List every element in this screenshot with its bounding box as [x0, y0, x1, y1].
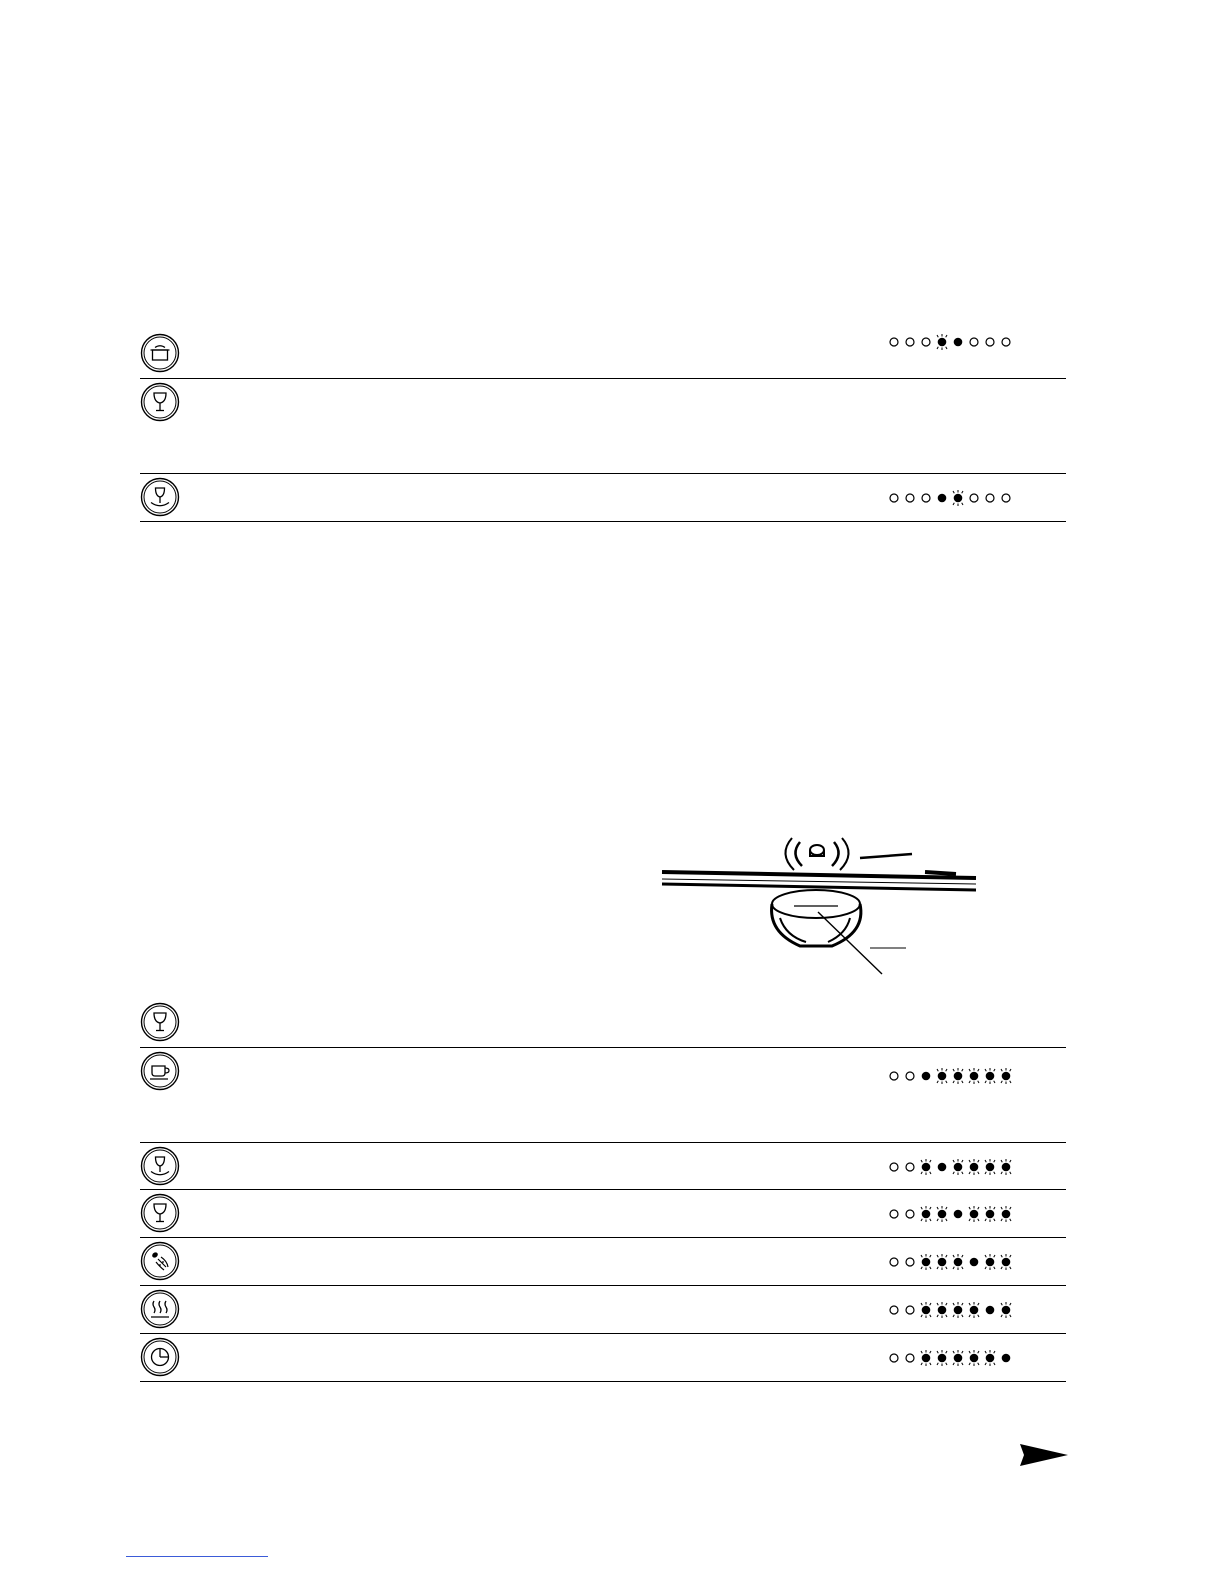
glass-rinse-icon: [140, 477, 180, 517]
led-blinking-icon: [937, 1302, 947, 1318]
led-blinking-icon: [1001, 1302, 1011, 1318]
wine-glass-icon: [140, 382, 180, 422]
led-indicator-row: [886, 1068, 1016, 1084]
table-row-glass-rinse: [140, 474, 1066, 522]
led-blinking-icon: [953, 490, 963, 506]
glass-rinse-icon: [140, 1146, 180, 1186]
table-row-glass: [140, 379, 1066, 474]
led-blinking-icon: [985, 1068, 995, 1084]
led-off-icon: [906, 494, 914, 502]
table-row-pot: [140, 330, 1066, 379]
led-blinking-icon: [937, 1254, 947, 1270]
led-indicator-row: [886, 1302, 1016, 1318]
led-off-icon: [1002, 338, 1010, 346]
led-on-icon: [986, 1306, 995, 1315]
led-off-icon: [906, 1163, 914, 1171]
led-blinking-icon: [953, 1159, 963, 1175]
led-off-icon: [906, 338, 914, 346]
led-blinking-icon: [953, 1068, 963, 1084]
led-blinking-icon: [985, 1206, 995, 1222]
table-row-salt: [140, 1238, 1066, 1286]
led-on-icon: [938, 494, 947, 503]
led-blinking-icon: [1001, 1159, 1011, 1175]
led-blinking-icon: [921, 1254, 931, 1270]
next-page-arrow-icon[interactable]: [1020, 1444, 1068, 1466]
led-blinking-icon: [921, 1206, 931, 1222]
program-table-bottom: [140, 1000, 1066, 1382]
led-on-icon: [938, 1163, 947, 1172]
led-indicator-row: [886, 490, 1016, 506]
led-off-icon: [906, 1210, 914, 1218]
footer-link[interactable]: [126, 1556, 268, 1557]
led-indicator-row: [886, 1159, 1016, 1175]
led-blinking-icon: [969, 1206, 979, 1222]
led-indicator-row: [886, 1350, 1016, 1366]
led-on-icon: [922, 1072, 931, 1081]
table-row-glass-rinse: [140, 1143, 1066, 1190]
led-on-icon: [954, 1210, 963, 1219]
led-blinking-icon: [921, 1159, 931, 1175]
led-on-icon: [954, 338, 963, 347]
led-blinking-icon: [937, 1206, 947, 1222]
led-blinking-icon: [985, 1350, 995, 1366]
led-blinking-icon: [1001, 1206, 1011, 1222]
table-row-glass: [140, 1190, 1066, 1238]
table-row-timer: [140, 1334, 1066, 1382]
led-blinking-icon: [937, 1350, 947, 1366]
led-off-icon: [906, 1258, 914, 1266]
led-blinking-icon: [969, 1159, 979, 1175]
drying-heat-icon: [140, 1289, 180, 1329]
led-off-icon: [890, 1163, 898, 1171]
led-off-icon: [922, 494, 930, 502]
table-row-cup: [140, 1048, 1066, 1143]
pot-icon: [140, 333, 180, 373]
wine-glass-icon: [140, 1002, 180, 1042]
led-indicator-row: [886, 1206, 1016, 1222]
led-off-icon: [906, 1354, 914, 1362]
table-row-drying: [140, 1286, 1066, 1334]
led-blinking-icon: [921, 1302, 931, 1318]
led-blinking-icon: [921, 1350, 931, 1366]
led-indicator-row: [886, 1254, 1016, 1270]
led-on-icon: [970, 1258, 979, 1267]
led-off-icon: [906, 1072, 914, 1080]
led-off-icon: [970, 494, 978, 502]
led-off-icon: [890, 494, 898, 502]
led-blinking-icon: [937, 334, 947, 350]
led-blinking-icon: [985, 1159, 995, 1175]
led-blinking-icon: [1001, 1254, 1011, 1270]
led-blinking-icon: [969, 1350, 979, 1366]
led-off-icon: [890, 1072, 898, 1080]
wine-glass-icon: [140, 1193, 180, 1233]
spray-arm-filter-illustration: [660, 832, 980, 982]
led-blinking-icon: [953, 1254, 963, 1270]
led-off-icon: [890, 1258, 898, 1266]
salt-icon: [140, 1241, 180, 1281]
program-table-top: [140, 330, 1066, 522]
led-blinking-icon: [1001, 1068, 1011, 1084]
led-blinking-icon: [969, 1068, 979, 1084]
led-blinking-icon: [937, 1068, 947, 1084]
led-off-icon: [986, 494, 994, 502]
led-off-icon: [1002, 494, 1010, 502]
led-off-icon: [890, 1210, 898, 1218]
timer-icon: [140, 1337, 180, 1377]
led-off-icon: [890, 1306, 898, 1314]
led-blinking-icon: [985, 1254, 995, 1270]
led-blinking-icon: [953, 1302, 963, 1318]
led-blinking-icon: [953, 1350, 963, 1366]
led-blinking-icon: [969, 1302, 979, 1318]
led-off-icon: [922, 338, 930, 346]
led-on-icon: [1002, 1354, 1011, 1363]
led-off-icon: [890, 1354, 898, 1362]
led-off-icon: [970, 338, 978, 346]
table-row-glass: [140, 1000, 1066, 1048]
cup-icon: [140, 1051, 180, 1091]
led-off-icon: [890, 338, 898, 346]
led-off-icon: [986, 338, 994, 346]
led-indicator-row: [886, 334, 1016, 350]
led-off-icon: [906, 1306, 914, 1314]
